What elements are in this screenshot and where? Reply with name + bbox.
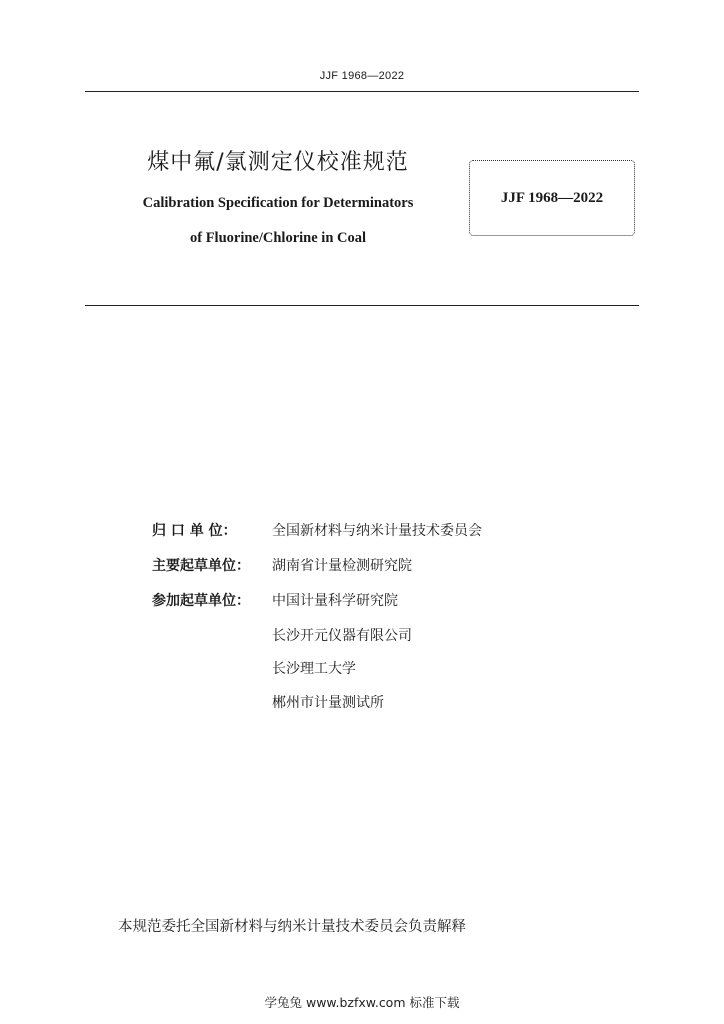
header-standard-code: JJF 1968—2022 [319,70,405,82]
participant-item: 长沙理工大学 [272,661,356,677]
participant-item: 中国计量科学研究院 [272,593,398,609]
title-english-line1: Calibration Specification for Determinators [142,195,414,211]
participant-item: 郴州市计量测试所 [272,695,384,711]
centralized-unit-value: 全国新材料与纳米计量技术委员会 [272,523,482,539]
site-watermark: 学兔兔 www.bzfxw.com 标准下载 [264,995,460,1010]
main-drafter-value: 湖南省计量检测研究院 [272,558,412,574]
participant-item: 长沙开元仪器有限公司 [272,628,412,644]
top-rule [85,91,639,92]
interpretation-note: 本规范委托全国新材料与纳米计量技术委员会负责解释 [118,919,466,935]
main-drafter-label: 主要起草单位： [152,558,250,574]
standard-code-box-text: JJF 1968—2022 [500,189,604,206]
title-chinese: 煤中氟/氯测定仪校准规范 [147,150,409,175]
title-bottom-rule [85,305,639,306]
title-english-line2: of Fluorine/Chlorine in Coal [189,230,367,246]
standard-code-box [469,160,635,236]
participating-drafters-label: 参加起草单位： [152,593,250,609]
centralized-unit-label: 归 口 单 位： [152,523,237,539]
